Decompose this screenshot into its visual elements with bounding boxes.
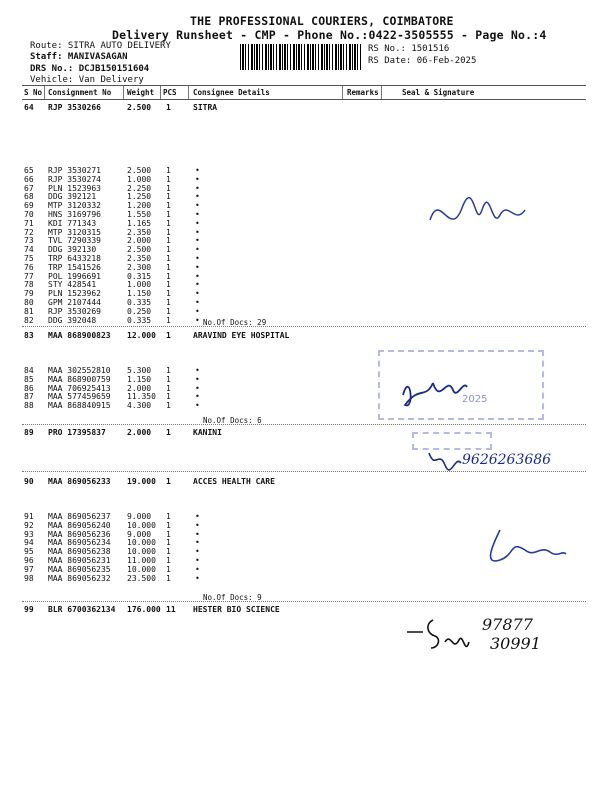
cell-cons: MAA 869056235 xyxy=(48,564,111,574)
cell-pcs: 1 xyxy=(166,547,171,557)
cell-sno: 90 xyxy=(24,477,34,486)
bullet-dot: • xyxy=(195,556,200,565)
cell-pcs: 1 xyxy=(166,538,171,548)
cell-pcs: 1 xyxy=(166,512,171,521)
cell-cons: PRO 17395837 xyxy=(48,428,106,437)
cell-cons: MAA 869056237 xyxy=(48,512,111,521)
cell-sno: 83 xyxy=(24,331,34,340)
cell-weight: 11.350 xyxy=(127,392,156,402)
cell-sno: 98 xyxy=(24,573,34,583)
cell-pcs: 1 xyxy=(166,236,171,246)
rs-date: RS Date: 06-Feb-2025 xyxy=(368,56,477,66)
cell-sno: 96 xyxy=(24,556,34,565)
cell-pcs: 1 xyxy=(166,306,171,316)
cell-weight: 1.200 xyxy=(127,201,152,211)
bullet-dot: • xyxy=(195,538,200,548)
cell-cons: MAA 302552810 xyxy=(48,366,111,375)
no-of-docs: No.Of Docs: 29 xyxy=(203,318,267,327)
group-separator xyxy=(22,601,586,602)
cell-sno: 92 xyxy=(24,520,34,530)
cell-cons: DDG 392048 xyxy=(48,315,97,325)
cell-weight: 10.000 xyxy=(127,538,156,548)
cell-pcs: 1 xyxy=(166,428,171,437)
cell-weight: 9.000 xyxy=(127,529,152,539)
cell-sno: 79 xyxy=(24,289,34,299)
cell-weight: 0.250 xyxy=(127,306,152,316)
rs-number: RS No.: 1501516 xyxy=(368,44,450,54)
cell-cons: GPM 2107444 xyxy=(48,298,101,307)
table-header-rule xyxy=(22,99,586,100)
cell-consignee: ACCES HEALTH CARE xyxy=(193,477,275,486)
cell-sno: 72 xyxy=(24,227,34,237)
col-divider xyxy=(188,86,189,100)
cell-pcs: 1 xyxy=(166,573,171,583)
cell-pcs: 1 xyxy=(166,383,171,393)
cell-consignee: HESTER BIO SCIENCE xyxy=(193,605,280,614)
cell-sno: 73 xyxy=(24,236,34,246)
cell-pcs: 1 xyxy=(166,183,171,193)
cell-weight: 19.000 xyxy=(127,477,156,486)
bullet-dot: • xyxy=(195,254,200,263)
col-weight: Weight xyxy=(127,88,155,97)
cell-weight: 1.250 xyxy=(127,192,152,202)
cell-cons: STY 428541 xyxy=(48,280,97,290)
cell-cons: MAA 868900759 xyxy=(48,374,111,384)
cell-sno: 87 xyxy=(24,392,34,402)
cell-sno: 71 xyxy=(24,218,34,228)
cell-cons: MAA 869056232 xyxy=(48,573,111,583)
cell-pcs: 1 xyxy=(166,227,171,237)
cell-sno: 78 xyxy=(24,280,34,290)
cell-pcs: 1 xyxy=(166,254,171,263)
cell-pcs: 1 xyxy=(166,520,171,530)
route-label: Route: SITRA AUTO DELIVERY xyxy=(30,41,171,51)
cell-cons: MAA 706925413 xyxy=(48,383,111,393)
cell-cons: MAA 577459659 xyxy=(48,392,111,402)
bullet-dot: • xyxy=(195,306,200,316)
cell-sno: 94 xyxy=(24,538,34,548)
signature-hester xyxy=(405,612,485,662)
bullet-dot: • xyxy=(195,271,200,281)
cell-cons: POL 1996691 xyxy=(48,271,101,281)
bullet-dot: • xyxy=(195,218,200,228)
cell-sno: 85 xyxy=(24,374,34,384)
cell-sno: 75 xyxy=(24,254,34,263)
cell-sno: 89 xyxy=(24,428,34,437)
cell-cons: PLN 1523962 xyxy=(48,289,101,299)
bullet-dot: • xyxy=(195,512,200,521)
col-seal: Seal & Signature xyxy=(402,88,475,97)
bullet-dot: • xyxy=(195,280,200,290)
cell-cons: RJP 3530271 xyxy=(48,166,101,175)
bullet-dot: • xyxy=(195,174,200,184)
bullet-dot: • xyxy=(195,183,200,193)
vehicle-label: Vehicle: Van Delivery xyxy=(30,75,144,85)
cell-weight: 1.000 xyxy=(127,280,152,290)
bullet-dot: • xyxy=(195,298,200,307)
cell-sno: 76 xyxy=(24,262,34,272)
cell-pcs: 1 xyxy=(166,331,171,340)
cell-pcs: 1 xyxy=(166,298,171,307)
no-of-docs: No.Of Docs: 9 xyxy=(203,593,262,602)
signature-sitra xyxy=(420,180,540,250)
cell-weight: 0.335 xyxy=(127,298,152,307)
cell-pcs: 1 xyxy=(166,271,171,281)
col-divider xyxy=(381,86,382,100)
cell-weight: 1.150 xyxy=(127,374,152,384)
bullet-dot: • xyxy=(195,520,200,530)
bullet-dot: • xyxy=(195,192,200,202)
cell-weight: 11.000 xyxy=(127,556,156,565)
signature-kanini xyxy=(425,445,465,475)
cell-weight: 2.500 xyxy=(127,166,152,175)
cell-cons: TRP 1541526 xyxy=(48,262,101,272)
cell-weight: 1.000 xyxy=(127,174,152,184)
cell-sno: 70 xyxy=(24,210,34,219)
cell-cons: TRP 6433218 xyxy=(48,254,101,263)
cell-sno: 66 xyxy=(24,174,34,184)
cell-cons: MAA 869056231 xyxy=(48,556,111,565)
staff-label: Staff: MANIVASAGAN xyxy=(30,52,128,62)
cell-pcs: 11 xyxy=(166,605,176,614)
cell-weight: 4.300 xyxy=(127,401,152,411)
cell-sno: 74 xyxy=(24,245,34,255)
cell-weight: 10.000 xyxy=(127,520,156,530)
bullet-dot: • xyxy=(195,573,200,583)
cell-pcs: 1 xyxy=(166,174,171,184)
bullet-dot: • xyxy=(195,383,200,393)
cell-cons: RJP 3530266 xyxy=(48,103,101,112)
cell-consignee: SITRA xyxy=(193,103,218,112)
cell-cons: TVL 7290339 xyxy=(48,236,101,246)
cell-pcs: 1 xyxy=(166,529,171,539)
runsheet-subtitle: Delivery Runsheet - CMP - Phone No.:0422-3505555 - Page No.:4 xyxy=(112,28,547,42)
cell-weight: 2.350 xyxy=(127,227,152,237)
cell-cons: MAA 869056233 xyxy=(48,477,111,486)
col-pcs: PCS xyxy=(163,88,177,97)
cell-weight: 2.000 xyxy=(127,428,152,437)
cell-cons: PLN 1523963 xyxy=(48,183,101,193)
no-of-docs: No.Of Docs: 6 xyxy=(203,416,262,425)
col-divider xyxy=(160,86,161,100)
bullet-dot: • xyxy=(195,262,200,272)
signature-aravind xyxy=(395,365,475,415)
hester-note-2: 30991 xyxy=(490,634,541,653)
cell-weight: 2.500 xyxy=(127,103,152,112)
bullet-dot: • xyxy=(195,236,200,246)
company-title: THE PROFESSIONAL COURIERS, COIMBATORE xyxy=(190,14,454,28)
cell-cons: MAA 868840915 xyxy=(48,401,111,411)
cell-weight: 0.315 xyxy=(127,271,152,281)
cell-sno: 95 xyxy=(24,547,34,557)
cell-sno: 80 xyxy=(24,298,34,307)
bullet-dot: • xyxy=(195,564,200,574)
cell-sno: 86 xyxy=(24,383,34,393)
barcode xyxy=(240,44,362,70)
bullet-dot: • xyxy=(195,401,200,411)
cell-pcs: 1 xyxy=(166,401,171,411)
cell-cons: DDG 392130 xyxy=(48,245,97,255)
cell-sno: 65 xyxy=(24,166,34,175)
cell-sno: 64 xyxy=(24,103,34,112)
cell-sno: 68 xyxy=(24,192,34,202)
drs-number: DRS No.: DCJB150151604 xyxy=(30,64,150,74)
group-separator xyxy=(22,471,586,472)
cell-pcs: 1 xyxy=(166,564,171,574)
cell-sno: 81 xyxy=(24,306,34,316)
cell-cons: HNS 3169796 xyxy=(48,210,101,219)
col-divider xyxy=(342,86,343,100)
table-top-rule xyxy=(22,85,586,86)
cell-sno: 97 xyxy=(24,564,34,574)
group-separator xyxy=(22,424,586,425)
cell-weight: 10.000 xyxy=(127,564,156,574)
col-sno: S No xyxy=(24,88,43,97)
cell-weight: 10.000 xyxy=(127,547,156,557)
col-divider xyxy=(44,86,45,100)
col-divider xyxy=(123,86,124,100)
bullet-dot: • xyxy=(195,210,200,219)
cell-weight: 1.150 xyxy=(127,289,152,299)
cell-weight: 2.000 xyxy=(127,236,152,246)
cell-pcs: 1 xyxy=(166,166,171,175)
bullet-dot: • xyxy=(195,374,200,384)
cell-weight: 2.350 xyxy=(127,254,152,263)
cell-weight: 23.500 xyxy=(127,573,156,583)
cell-weight: 2.000 xyxy=(127,383,152,393)
cell-pcs: 1 xyxy=(166,245,171,255)
cell-cons: MAA 869056238 xyxy=(48,547,111,557)
cell-sno: 77 xyxy=(24,271,34,281)
col-consignment: Consignment No xyxy=(48,88,112,97)
cell-cons: RJP 3530274 xyxy=(48,174,101,184)
cell-cons: MTP 3120315 xyxy=(48,227,101,237)
col-consignee: Consignee Details xyxy=(193,88,270,97)
cell-pcs: 1 xyxy=(166,374,171,384)
bullet-dot: • xyxy=(195,547,200,557)
cell-sno: 67 xyxy=(24,183,34,193)
cell-pcs: 1 xyxy=(166,477,171,486)
cell-pcs: 1 xyxy=(166,103,171,112)
bullet-dot: • xyxy=(195,289,200,299)
group-separator xyxy=(22,326,586,327)
cell-pcs: 1 xyxy=(166,280,171,290)
cell-sno: 93 xyxy=(24,529,34,539)
cell-pcs: 1 xyxy=(166,366,171,375)
cell-pcs: 1 xyxy=(166,392,171,402)
bullet-dot: • xyxy=(195,166,200,175)
cell-sno: 69 xyxy=(24,201,34,211)
cell-sno: 82 xyxy=(24,315,34,325)
cell-weight: 2.500 xyxy=(127,245,152,255)
bullet-dot: • xyxy=(195,366,200,375)
cell-consignee: ARAVIND EYE HOSPITAL xyxy=(193,331,290,340)
signature-acces xyxy=(480,520,570,575)
cell-weight: 1.550 xyxy=(127,210,152,219)
stamp-year: 2025 xyxy=(462,394,488,405)
cell-cons: KDI 771343 xyxy=(48,218,97,228)
cell-sno: 84 xyxy=(24,366,34,375)
cell-cons: MAA 869056236 xyxy=(48,529,111,539)
cell-cons: RJP 3530269 xyxy=(48,306,101,316)
bullet-dot: • xyxy=(195,227,200,237)
cell-weight: 5.300 xyxy=(127,366,152,375)
cell-pcs: 1 xyxy=(166,262,171,272)
cell-weight: 9.000 xyxy=(127,512,152,521)
kanini-phone: 9626263686 xyxy=(462,452,552,468)
cell-pcs: 1 xyxy=(166,201,171,211)
cell-pcs: 1 xyxy=(166,192,171,202)
cell-weight: 2.250 xyxy=(127,183,152,193)
cell-pcs: 1 xyxy=(166,289,171,299)
cell-sno: 88 xyxy=(24,401,34,411)
bullet-dot: • xyxy=(195,245,200,255)
cell-cons: MAA 869056240 xyxy=(48,520,111,530)
bullet-dot: • xyxy=(195,529,200,539)
cell-weight: 12.000 xyxy=(127,331,156,340)
cell-sno: 91 xyxy=(24,512,34,521)
col-remarks: Remarks xyxy=(347,88,379,97)
cell-pcs: 1 xyxy=(166,315,171,325)
cell-pcs: 1 xyxy=(166,210,171,219)
bullet-dot: • xyxy=(195,315,200,325)
cell-cons: MAA 869056234 xyxy=(48,538,111,548)
cell-cons: BLR 6700362134 xyxy=(48,605,116,614)
hester-note-1: 97877 xyxy=(482,615,533,634)
bullet-dot: • xyxy=(195,392,200,402)
cell-cons: DDG 392121 xyxy=(48,192,97,202)
cell-pcs: 1 xyxy=(166,218,171,228)
cell-weight: 176.000 xyxy=(127,605,161,614)
cell-weight: 0.335 xyxy=(127,315,152,325)
cell-sno: 99 xyxy=(24,605,34,614)
bullet-dot: • xyxy=(195,201,200,211)
cell-weight: 1.165 xyxy=(127,218,152,228)
cell-cons: MAA 868900823 xyxy=(48,331,111,340)
cell-cons: MTP 3120332 xyxy=(48,201,101,211)
cell-consignee: KANINI xyxy=(193,428,222,437)
cell-weight: 2.300 xyxy=(127,262,152,272)
cell-pcs: 1 xyxy=(166,556,171,565)
